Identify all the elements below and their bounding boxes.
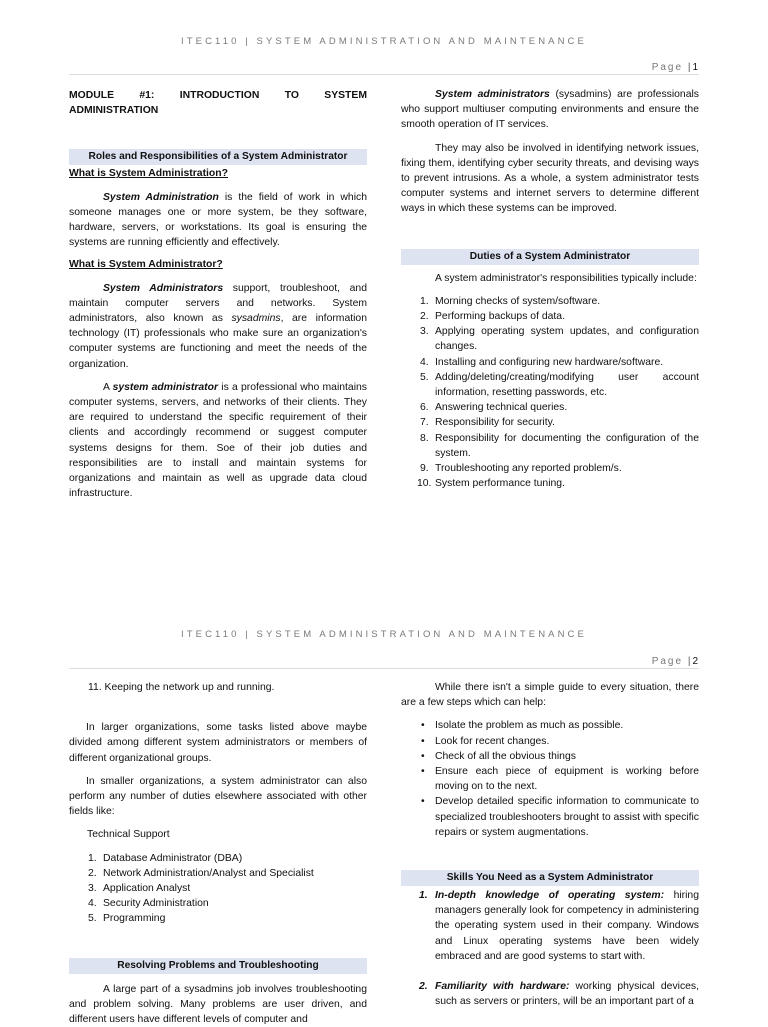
- duty-item: [401, 324, 699, 354]
- page-separator: |: [687, 656, 693, 667]
- field-item: [69, 881, 367, 896]
- skill-term: In-depth knowledge of operating system:: [435, 890, 665, 902]
- duty-item: [401, 461, 699, 476]
- running-header: ITEC110 | SYSTEM ADMINISTRATION AND MAINTENANCE: [181, 629, 587, 640]
- term: System administrators: [435, 89, 550, 100]
- bullet-icon: •: [421, 720, 425, 732]
- bullet-icon: •: [421, 796, 425, 808]
- bullet-icon: •: [421, 735, 425, 747]
- paragraph: While there isn't a simple guide to every situation, there are a few steps which can help:: [401, 682, 699, 709]
- text: is a professional who maintains computer systems, servers, and networks of their clients. They are required to understand the specific requirement of their clients and accordingly recommend or suggest computer systems designs for them. Soe of their job duties and responsibilities are to install and maintain systems for organizations and maintain as well as upgrade data cloud infrastructure.: [69, 381, 367, 500]
- subheading-technical-support: Technical Support: [87, 829, 170, 841]
- field-item: [69, 911, 367, 926]
- item-text: Installing and configuring new hardware/software.: [435, 356, 664, 368]
- list-item-continued: 11. Keeping the network up and running.: [88, 682, 275, 693]
- field-item: [69, 896, 367, 911]
- term: system administrator: [112, 381, 219, 393]
- page-word: Page: [651, 656, 684, 667]
- step-item: [401, 718, 699, 733]
- text: is the field of work in which someone manages one or more system, be they software, hardware, servers, or workstations. Its goal is ensuring the systems are running efficiently and effectively.: [69, 191, 367, 249]
- item-text: Develop detailed specific information to communicate to specialized troubleshooters brought to assist with specific repairs or system augmentations.: [435, 796, 699, 838]
- page-number-value: 1: [692, 62, 698, 73]
- item-number: 8.: [420, 432, 429, 444]
- text: A: [103, 381, 113, 393]
- item-text: System performance tuning.: [435, 478, 565, 490]
- item-number: 4.: [88, 898, 97, 910]
- steps-list: [401, 718, 699, 840]
- duty-item: [401, 309, 699, 324]
- page-2: [0, 593, 768, 1024]
- term-italic: sysadmins: [231, 313, 281, 325]
- duty-item: [401, 400, 699, 415]
- duty-item: [401, 355, 699, 370]
- item-text: Application Analyst: [103, 883, 191, 895]
- item-text: Morning checks of system/software.: [435, 295, 601, 307]
- item-number: 4.: [420, 356, 429, 368]
- duty-item: [401, 431, 699, 461]
- paragraph: [69, 190, 367, 251]
- skills-list: [401, 888, 699, 1009]
- item-number: 1.: [420, 295, 429, 307]
- item-text: Answering technical queries.: [435, 402, 568, 414]
- item-text: Isolate the problem as much as possible.: [435, 720, 624, 732]
- text: support, troubleshoot, and maintain computer servers and networks. System administrators, also known as: [69, 282, 367, 325]
- item-text: Programming: [103, 913, 166, 925]
- paragraph: A system administrator's responsibilities typically include:: [435, 272, 697, 284]
- item-text: Applying operating system updates, and configuration changes.: [435, 326, 699, 353]
- skill-item: [401, 979, 699, 1009]
- item-text: Responsibility for documenting the configuration of the system.: [435, 432, 699, 459]
- duty-item: [401, 476, 699, 491]
- duties-list: [401, 294, 699, 492]
- header-rule: [69, 74, 699, 75]
- duty-item: [401, 294, 699, 309]
- running-header: ITEC110 | SYSTEM ADMINISTRATION AND MAINTENANCE: [181, 36, 587, 47]
- item-text: Network Administration/Analyst and Specialist: [103, 867, 314, 879]
- item-number: 2.: [419, 981, 428, 993]
- skill-term: Familiarity with hardware:: [435, 981, 570, 993]
- item-number: 2.: [420, 311, 429, 323]
- field-item: [69, 851, 367, 866]
- page-number-value: 2: [692, 656, 698, 667]
- item-number: 6.: [420, 402, 429, 414]
- step-item: [401, 749, 699, 764]
- step-item: [401, 794, 699, 840]
- item-number: 10.: [417, 478, 432, 490]
- item-number: 2.: [88, 867, 97, 879]
- item-number: 3.: [88, 883, 97, 895]
- paragraph: A large part of a sysadmins job involves troubleshooting and problem solving. Many problems are user driven, and different users have different levels of computer and: [69, 983, 367, 1026]
- item-text: Troubleshooting any reported problem/s.: [435, 463, 622, 475]
- item-text: working physical devices, such as servers or printers, will be an important part of a: [435, 981, 700, 1008]
- module-title: MODULE #1: INTRODUCTION TO SYSTEM ADMINISTRATION: [69, 90, 367, 117]
- page-separator: |: [687, 62, 693, 73]
- item-number: 1.: [419, 890, 428, 902]
- duty-item: [401, 370, 699, 400]
- paragraph: [69, 380, 367, 502]
- item-text: Check of all the obvious things: [435, 750, 576, 762]
- item-number: 5.: [88, 913, 97, 925]
- item-text: Security Administration: [103, 898, 209, 910]
- section-heading-resolving: Resolving Problems and Troubleshooting: [69, 958, 367, 974]
- page-number: [652, 654, 698, 669]
- right-column: [401, 87, 699, 491]
- item-text: Ensure each piece of equipment is working before moving on to the next.: [435, 766, 699, 793]
- step-item: [401, 764, 699, 794]
- item-number: 1.: [88, 852, 97, 864]
- item-text: Adding/deleting/creating/modifying user account information, resetting passwords, etc.: [435, 371, 699, 399]
- item-text: Responsibility for security.: [435, 417, 555, 429]
- skill-item: [401, 888, 699, 964]
- fields-list: [69, 851, 367, 927]
- paragraph: In smaller organizations, a system administrator can also perform any number of duties elsewhere associated with other fields like:: [69, 775, 367, 818]
- item-text: hiring managers generally look for competency in administering the operating system used in their company. Windows and Linux operating systems have been widely embraced and are good systems to start with.: [435, 890, 699, 962]
- page-number: [652, 60, 698, 75]
- left-column: [69, 88, 367, 501]
- section-heading-duties: Duties of a System Administrator: [401, 249, 699, 265]
- item-number: 9.: [420, 463, 429, 475]
- left-column: [69, 680, 367, 1027]
- term: System Administrators: [103, 282, 224, 294]
- item-text: Database Administrator (DBA): [103, 852, 243, 864]
- section-heading-skills: Skills You Need as a System Administrator: [401, 870, 699, 886]
- step-item: [401, 734, 699, 749]
- paragraph: They may also be involved in identifying network issues, fixing them, identifying cyber security threats, and devising ways to prevent intrusions. As a whole, a system administrator tests computer systems and internet servers to determine different ways in which these systems can be improved.: [401, 142, 699, 215]
- header-rule: [69, 668, 699, 669]
- text: , are information technology (IT) professionals who make sure an organization's computer systems are functioning and meet the needs of the organization.: [69, 313, 367, 370]
- question-heading: What is System Administrator?: [69, 259, 223, 271]
- field-item: [69, 866, 367, 881]
- item-text: Performing backups of data.: [435, 311, 565, 323]
- paragraph: [69, 281, 367, 372]
- item-number: 7.: [420, 417, 429, 429]
- paragraph: In larger organizations, some tasks listed above maybe divided among different system administrators or members of different organizational groups.: [69, 722, 367, 764]
- duty-item: [401, 415, 699, 430]
- bullet-icon: •: [421, 750, 425, 762]
- item-number: 3.: [420, 326, 429, 338]
- section-heading-roles: Roles and Responsibilities of a System Administrator: [69, 149, 367, 165]
- text: (sysadmins) are professionals who support multiuser computing environments and ensure the smooth operation of IT services.: [401, 89, 699, 131]
- paragraph: [401, 87, 699, 133]
- page-word: Page: [651, 62, 684, 73]
- item-number: 5.: [420, 371, 429, 383]
- question-heading: What is System Administration?: [69, 168, 228, 180]
- right-column: [401, 680, 699, 1009]
- bullet-icon: •: [421, 766, 425, 778]
- term: System Administration: [103, 191, 219, 203]
- item-text: Look for recent changes.: [435, 735, 550, 747]
